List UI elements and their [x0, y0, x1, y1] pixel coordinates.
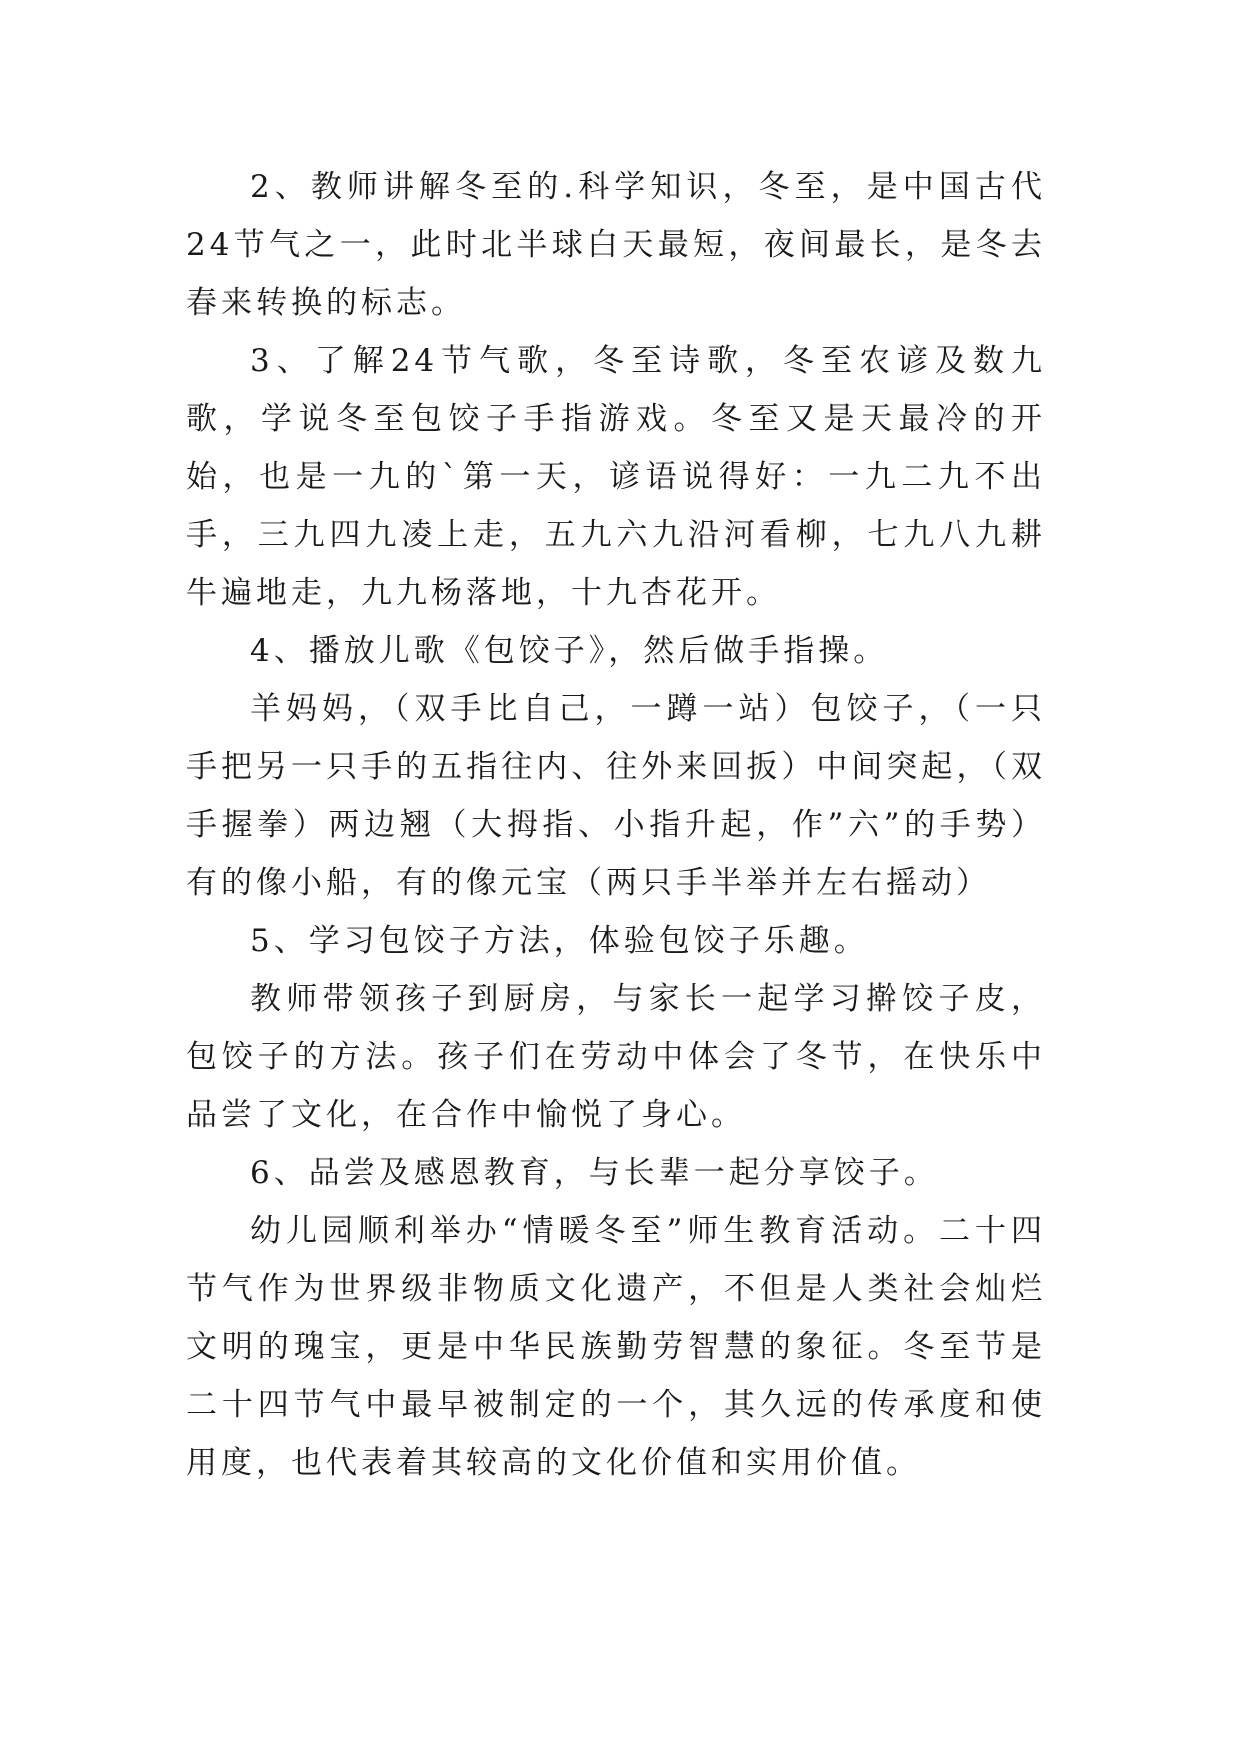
paragraph-step-6: 6、品尝及感恩教育，与长辈一起分享饺子。: [250, 1155, 939, 1191]
paragraph-step-2: 2、教师讲解冬至的.科学知识，冬至，是中国古代24节气之一，此时北半球白天最短，夜间最长，是冬去春来转换的标志。: [186, 169, 1046, 321]
paragraph-summary: 幼儿园顺利举办“情暖冬至”师生教育活动。二十四节气作为世界级非物质文化遗产，不但是人类社会灿烂文明的瑰宝，更是中华民族勤劳智慧的象征。冬至节是二十四节气中最早被制定的一个，其久远的传承度和使用度，也代表着其较高的文化价值和实用价值。: [186, 1213, 1046, 1481]
paragraph-step-4: 4、播放儿歌《包饺子》，然后做手指操。: [250, 633, 889, 669]
paragraph-step-5: 5、学习包饺子方法，体验包饺子乐趣。: [250, 923, 869, 959]
paragraph-step-3: 3、了解24节气歌，冬至诗歌，冬至农谚及数九歌，学说冬至包饺子手指游戏。冬至又是天最冷的开始，也是一九的`第一天，谚语说得好：一九二九不出手，三九四九凌上走，五九六九沿河看柳，七九八九耕牛遍地走，九九杨落地，十九杏花开。: [186, 343, 1046, 611]
document-body: [186, 158, 1046, 1492]
paragraph-kitchen-activity: 教师带领孩子到厨房，与家长一起学习擀饺子皮，包饺子的方法。孩子们在劳动中体会了冬节，在快乐中品尝了文化，在合作中愉悦了身心。: [186, 981, 1046, 1133]
paragraph-finger-song: 羊妈妈，（双手比自己，一蹲一站）包饺子，（一只手把另一只手的五指往内、往外来回扳）中间突起，（双手握拳）两边翘（大拇指、小指升起，作”六”的手势）有的像小船，有的像元宝（两只手半举并左右摇动）: [186, 691, 1046, 901]
